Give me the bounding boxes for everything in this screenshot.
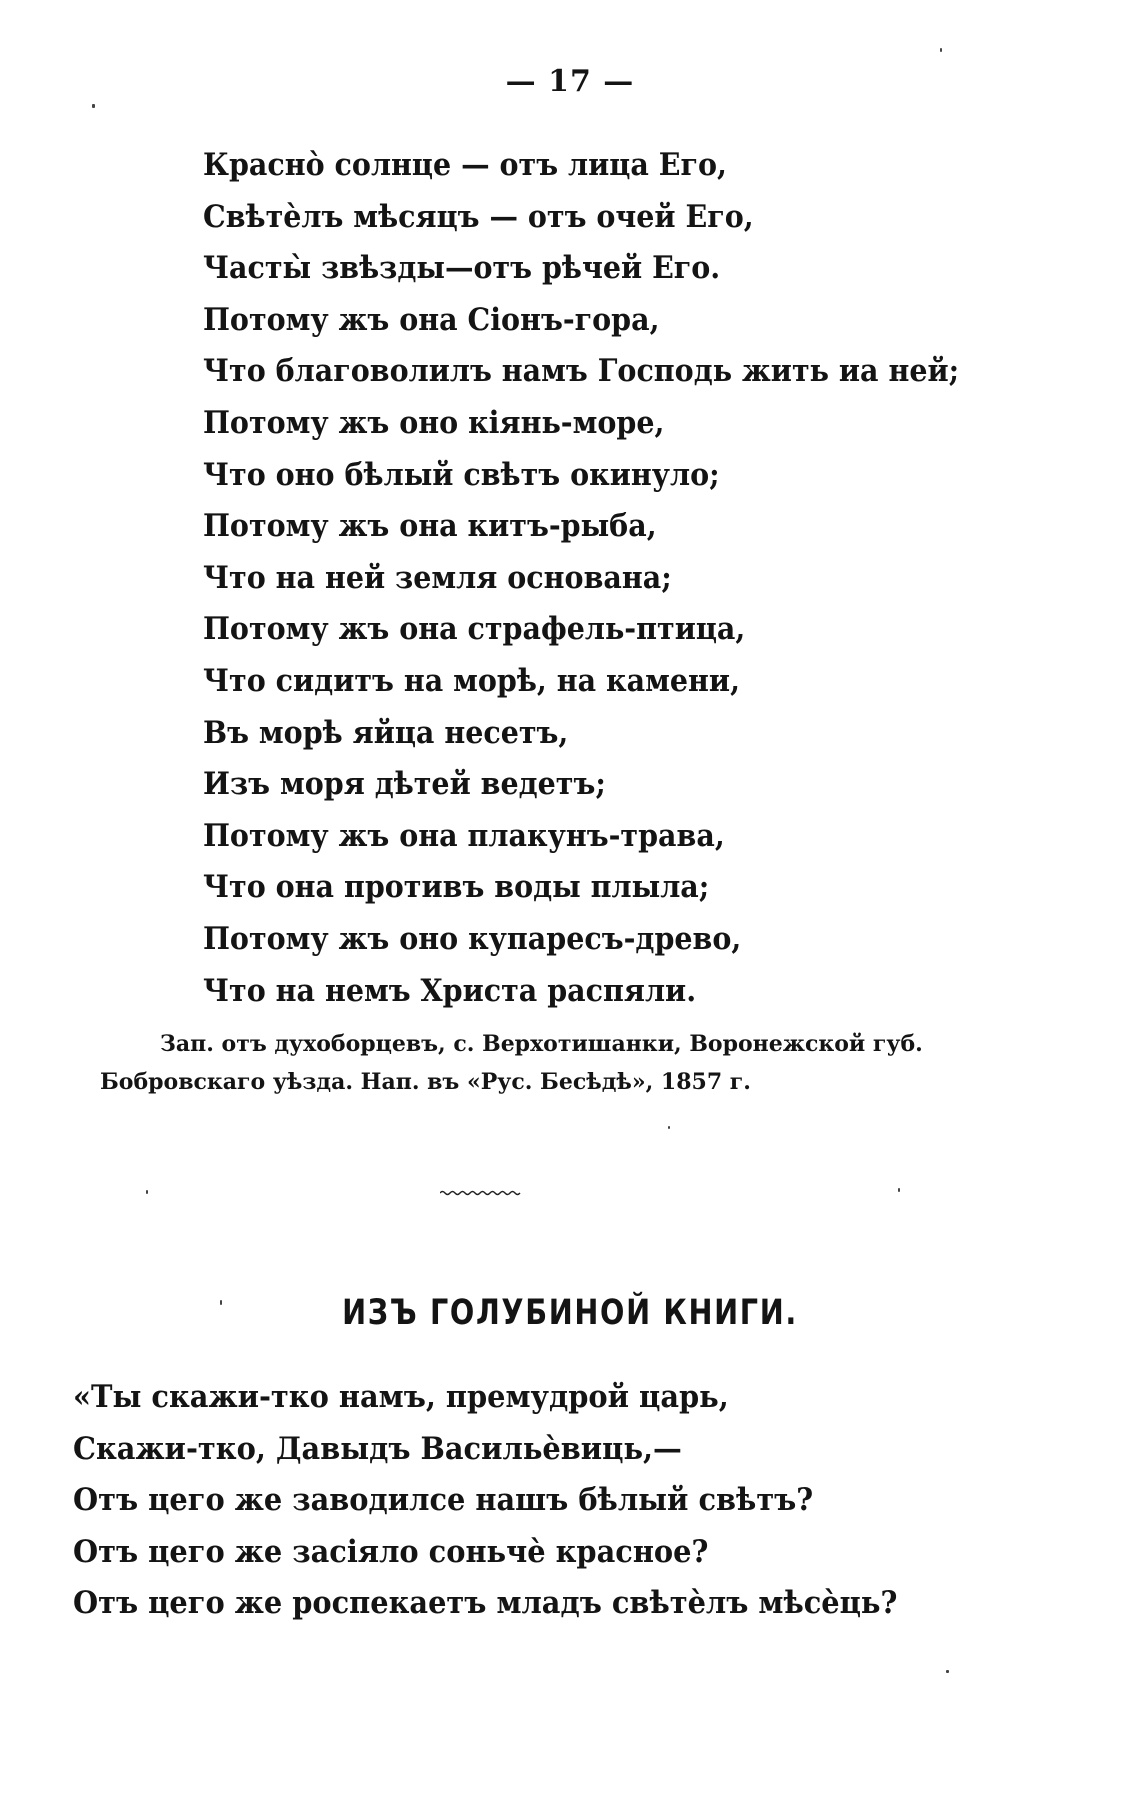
print-speck [898, 1188, 900, 1192]
verse-line: Красно̀ солнце — отъ лица Его, [203, 147, 727, 183]
source-note-line: Зап. отъ духоборцевъ, с. Верхотишанки, Воронежской губ. [160, 1031, 923, 1057]
verse-line: Скажи-тко, Давыдъ Васильѐвиць,— [73, 1430, 682, 1467]
verse-line: Потому жъ она страфель-птица, [203, 611, 746, 648]
verse-line: Отъ цего же засіяло соньчѐ красное? [73, 1533, 709, 1570]
source-note-line: Бобровскаго уѣзда. Нап. въ «Рус. Бесѣдѣ», 1857 г. [100, 1069, 751, 1095]
page-number: — 17 — [505, 64, 635, 99]
section-title: ИЗЪ ГОЛУБИНОЙ КНИГИ. [342, 1293, 798, 1333]
print-speck [92, 104, 95, 108]
verse-line: Потому жъ она китъ-рыба, [203, 508, 657, 545]
verse-line: Потому жъ оно купаресъ-древо, [203, 920, 742, 957]
print-speck [940, 48, 942, 52]
verse-line: Что оно бѣлый свѣтъ окинуло; [203, 456, 720, 493]
verse-line: Въ морѣ яйца несетъ, [203, 714, 569, 751]
verse-line: Потому жъ оно кіянь-море, [203, 404, 665, 441]
wavy-divider [440, 1190, 522, 1196]
print-speck [668, 1126, 670, 1129]
verse-block-second [73, 1372, 959, 1630]
verse-line: Что она противъ воды плыла; [203, 869, 710, 906]
verse-line: Что сидитъ на морѣ, на камени, [203, 662, 740, 699]
verse-line: Свѣтѐлъ мѣсяцъ — отъ очей Его, [203, 198, 754, 235]
verse-line: Что на немъ Христа распяли. [203, 972, 697, 1009]
source-note [100, 1025, 1020, 1101]
verse-block-first [203, 140, 1025, 1017]
verse-line: Изъ моря дѣтей ведетъ; [203, 766, 606, 803]
verse-line: «Ты скажи-тко намъ, премудрой царь, [73, 1379, 729, 1415]
print-speck [220, 1300, 222, 1305]
print-speck [946, 1670, 949, 1673]
verse-line: Часты̀ звѣзды—отъ рѣчей Его. [203, 250, 721, 287]
verse-line: Что благоволилъ намъ Господь жить иа ней; [203, 353, 960, 390]
verse-line: Отъ цего же заводилсе нашъ бѣлый свѣтъ? [73, 1482, 814, 1519]
verse-line: Что на ней земля основана; [203, 559, 672, 596]
verse-line: Отъ цего же роспекаетъ младъ свѣтѐлъ мѣсѐць? [73, 1585, 898, 1622]
verse-line: Потому жъ она плакунъ-трава, [203, 817, 725, 854]
verse-line: Потому жъ она Сіонъ-гора, [203, 301, 660, 338]
print-speck [146, 1190, 148, 1194]
